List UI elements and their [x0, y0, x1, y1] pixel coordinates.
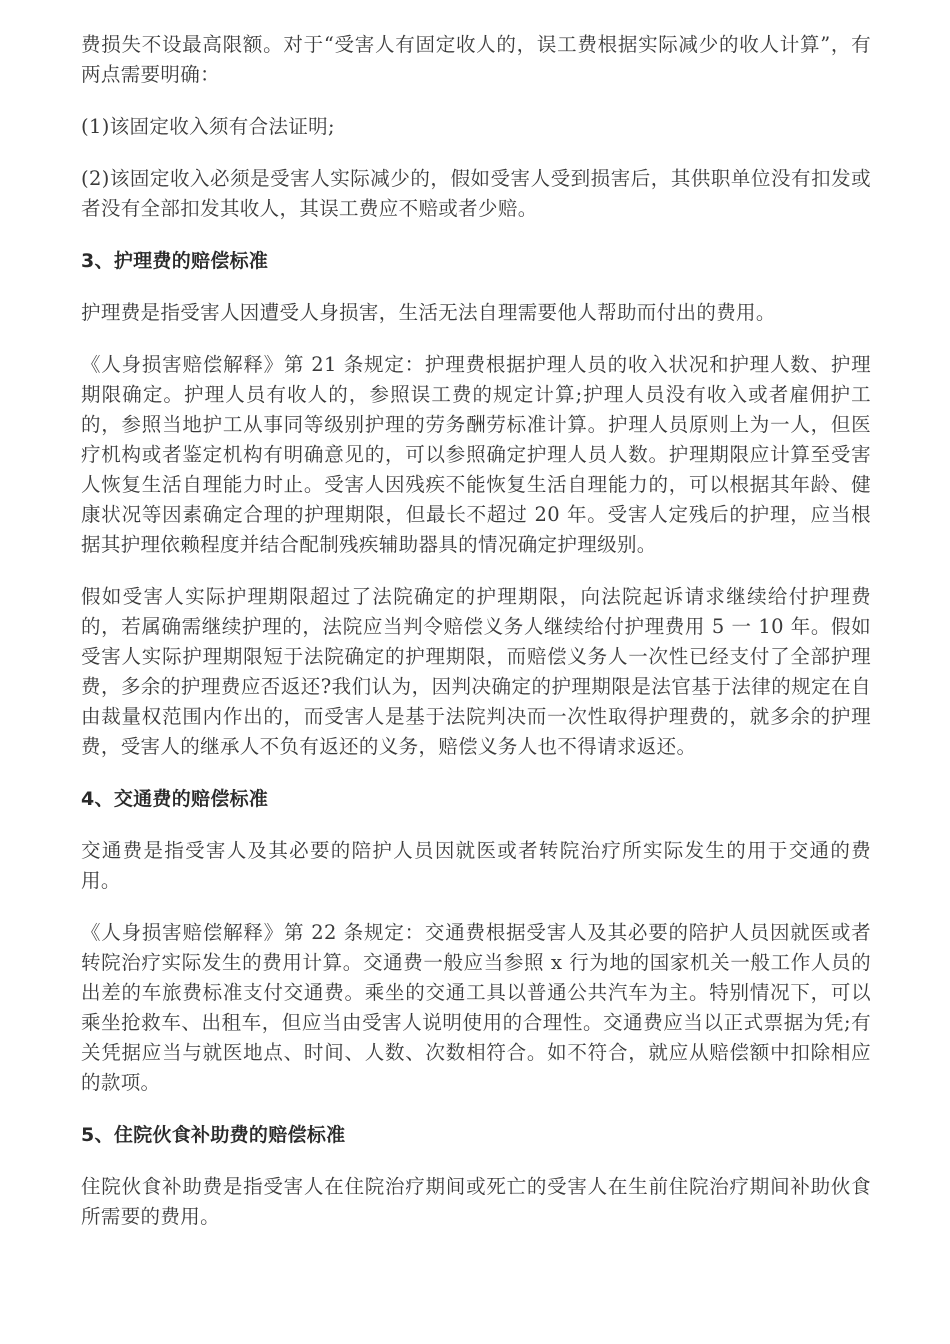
paragraph-nursing-period: 假如受害人实际护理期限超过了法院确定的护理期限，向法院起诉请求继续给付护理费的，若属确需继续护理的，法院应当判令赔偿义务人继续给付护理费用 5 一 10 年。假如受害人实际护理期限短于法院确定的护理期限，而赔偿义务人一次性已经支付了全部护理费，多余的护理费应否返还?我们认为，因判决确定的护理期限是法官基于法律的规定在自由裁量权范围内作出的，而受害人是基于法院判决而一次性取得护理费的，就多余的护理费，受害人的继承人不负有返还的义务，赔偿义务人也不得请求返还。: [81, 585, 871, 758]
heading-meal-subsidy: 5、住院伙食补助费的赔偿标准: [81, 1124, 346, 1146]
paragraph-item-1: (1)该固定收入须有合法证明;: [81, 115, 335, 138]
heading-transport-fee: 4、交通费的赔偿标准: [81, 788, 269, 810]
paragraph-transport-definition: 交通费是指受害人及其必要的陪护人员因就医或者转院治疗所实际发生的用于交通的费用。: [81, 839, 871, 892]
paragraph-nursing-definition: 护理费是指受害人因遭受人身损害，生活无法自理需要他人帮助而付出的费用。: [81, 301, 776, 324]
paragraph-nursing-article-21: 《人身损害赔偿解释》第 21 条规定：护理费根据护理人员的收入状况和护理人数、护理期限确定。护理人员有收人的，参照误工费的规定计算;护理人员没有收入或者雇佣护工的，参照当地护工从事同等级别护理的劳务酬劳标准计算。护理人员原则上为一人，但医疗机构或者鉴定机构有明确意见的，可以参照确定护理人员人数。护理期限应计算至受害人恢复生活自理能力时止。受害人因残疾不能恢复生活自理能力的，可以根据其年龄、健康状况等因素确定合理的护理期限，但最长不超过 20 年。受害人定残后的护理，应当根据其护理依赖程度并结合配制残疾辅助器具的情况确定护理级别。: [81, 353, 871, 556]
paragraph-item-2: (2)该固定收入必须是受害人实际减少的，假如受害人受到损害后，其供职单位没有扣发或者没有全部扣发其收人，其误工费应不赔或者少赔。: [81, 167, 871, 220]
paragraph-meal-subsidy-definition: 住院伙食补助费是指受害人在住院治疗期间或死亡的受害人在生前住院治疗期间补助伙食所需要的费用。: [81, 1175, 871, 1228]
paragraph-lost-wages-note: 费损失不设最高限额。对于“受害人有固定收人的，误工费根据实际减少的收人计算”，有两点需要明确：: [81, 33, 871, 86]
document-page: [81, 30, 871, 1254]
heading-nursing-fee: 3、护理费的赔偿标准: [81, 250, 269, 272]
paragraph-transport-article-22: 《人身损害赔偿解释》第 22 条规定：交通费根据受害人及其必要的陪护人员因就医或者转院治疗实际发生的费用计算。交通费一般应当参照 x 行为地的国家机关一般工作人员的出差的车旅费标准支付交通费。乘坐的交通工具以普通公共汽车为主。特别情况下，可以乘坐抢救车、出租车，但应当由受害人说明使用的合理性。交通费应当以正式票据为凭;有关凭据应当与就医地点、时间、人数、次数相符合。如不符合，就应从赔偿额中扣除相应的款项。: [81, 921, 871, 1094]
